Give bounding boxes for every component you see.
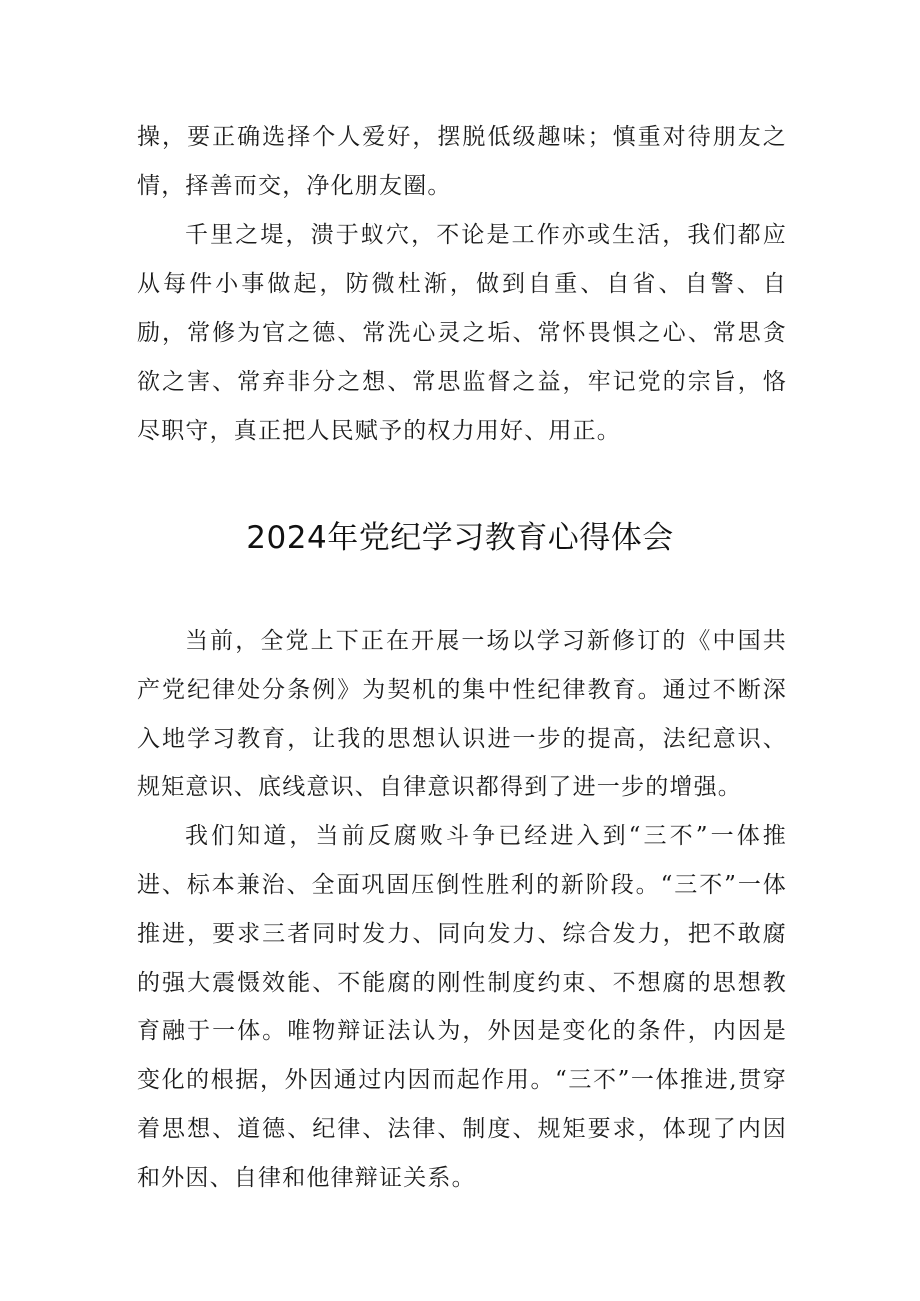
paragraph-discipline-education: 当前，全党上下正在开展一场以学习新修订的《中国共产党纪律处分条例》为契机的集中性纪律教育。通过不断深入地学习教育，让我的思想认识进一步的提高，法纪意识、规矩意识、底线意识、自律意识都得到了进一步的增强。 (137, 628, 787, 801)
continued-paragraph: 操，要正确选择个人爱好，摆脱低级趣味；慎重对待朋友之情，择善而交，净化朋友圈。 (137, 124, 787, 199)
previous-section (137, 113, 787, 456)
article-body (137, 617, 787, 1203)
article-title: 2024年党纪学习教育心得体会 (246, 520, 674, 556)
paragraph-embankment-ant-hole: 千里之堤，溃于蚁穴，不论是工作亦或生活，我们都应从每件小事做起，防微杜渐，做到自重、自省、自警、自励，常修为官之德、常洗心灵之垢、常怀畏惧之心、常思贪欲之害、常弃非分之想、常思监督之益，牢记党的宗旨，恪尽职守，真正把人民赋予的权力用好、用正。 (137, 222, 787, 444)
paragraph-three-nos: 我们知道，当前反腐败斗争已经进入到“三不”一体推进、标本兼治、全面巩固压倒性胜利的新阶段。“三不”一体推进，要求三者同时发力、同向发力、综合发力，把不敢腐的强大震慑效能、不能腐的刚性制度约束、不想腐的思想教育融于一体。唯物辩证法认为，外因是变化的条件，内因是变化的根据，外因通过内因而起作用。“三不”一体推进,贯穿着思想、道德、纪律、法律、制度、规矩要求，体现了内因和外因、自律和他律辩证关系。 (137, 823, 787, 1191)
